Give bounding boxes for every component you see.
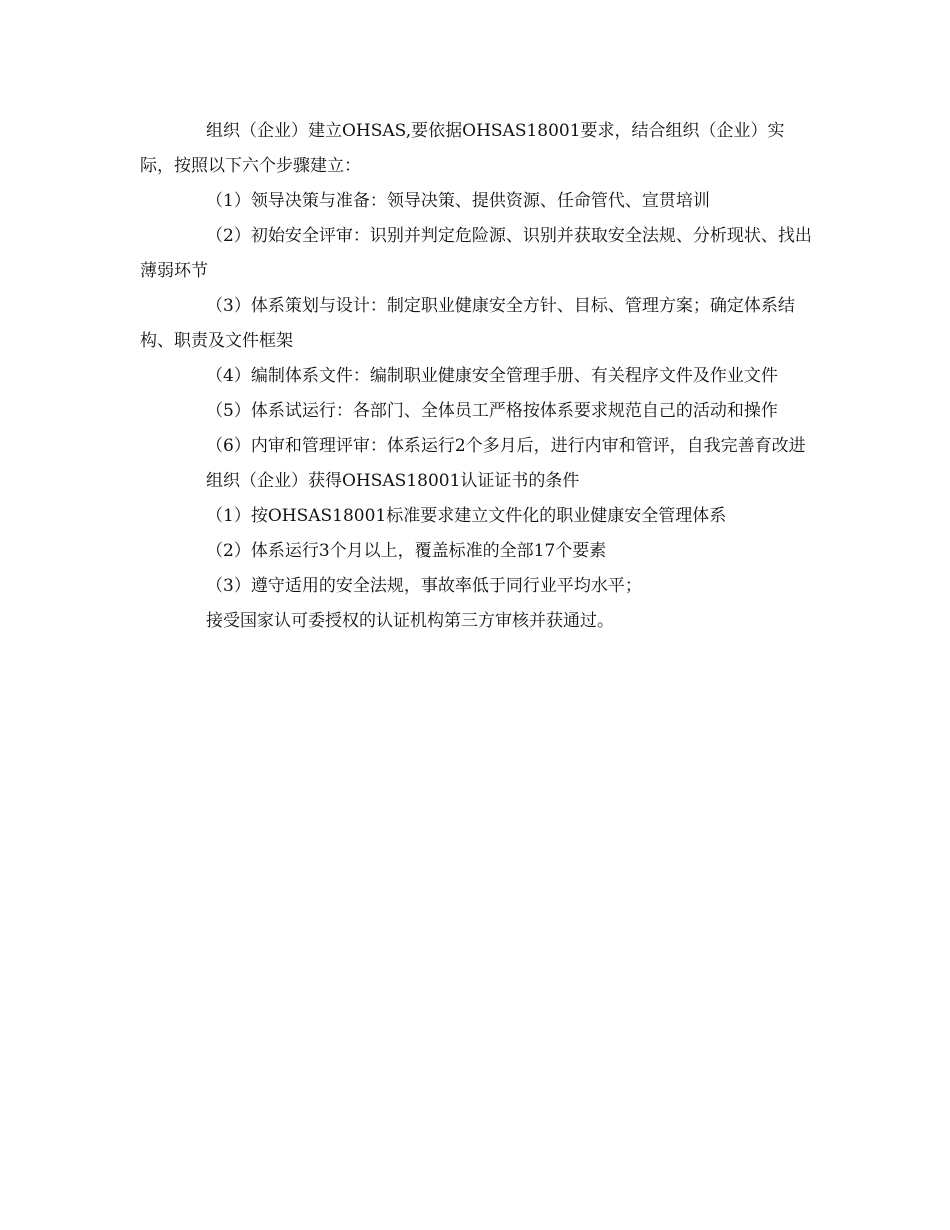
step-6: （6）内审和管理评审：体系运行2个多月后，进行内审和管评，自我完善育改进 [206, 436, 806, 456]
step-1: （1）领导决策与准备：领导决策、提供资源、任命管代、宣贯培训 [206, 191, 710, 211]
step-4: （4）编制体系文件：编制职业健康安全管理手册、有关程序文件及作业文件 [206, 366, 778, 386]
condition-2: （2）体系运行3个月以上，覆盖标准的全部17个要素 [206, 541, 607, 561]
step-5: （5）体系试运行：各部门、全体员工严格按体系要求规范自己的活动和操作 [206, 401, 778, 421]
step-3: （3）体系策划与设计：制定职业健康安全方针、目标、管理方案；确定体系结构、职责及文件框架 [140, 296, 795, 351]
condition-1: （1）按OHSAS18001标准要求建立文件化的职业健康安全管理体系 [206, 506, 727, 526]
step-2: （2）初始安全评审：识别并判定危险源、识别并获取安全法规、分析现状、找出薄弱环节 [140, 226, 812, 281]
intro-paragraph: 组织（企业）建立OHSAS,要依据OHSAS18001要求，结合组织（企业）实际，按照以下六个步骤建立： [140, 121, 785, 176]
closing-paragraph: 接受国家认可委授权的认证机构第三方审核并获通过。 [206, 611, 614, 631]
document-body [140, 114, 816, 639]
conditions-heading: 组织（企业）获得OHSAS18001认证证书的条件 [206, 471, 580, 491]
condition-3: （3）遵守适用的安全法规，事故率低于同行业平均水平； [206, 576, 642, 596]
